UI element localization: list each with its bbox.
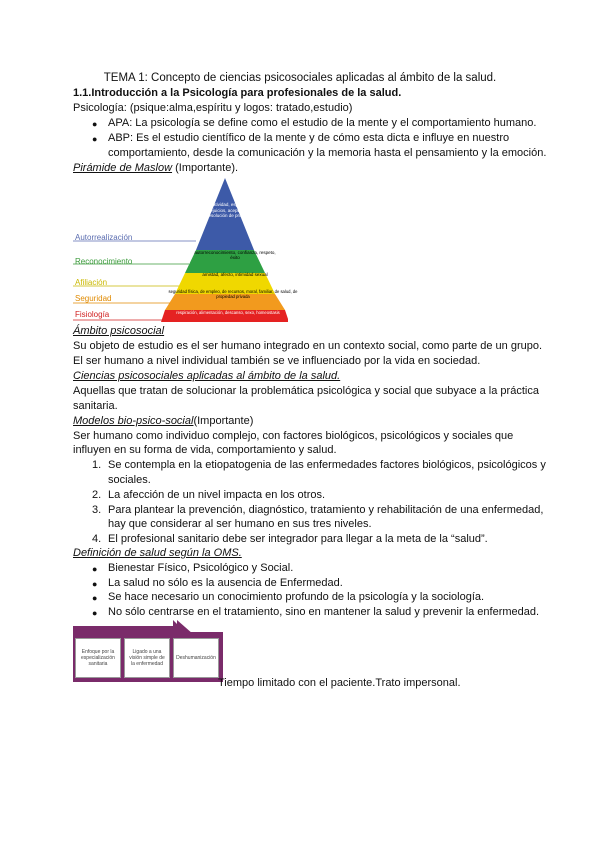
list-number: 3.: [92, 504, 102, 516]
ciencias-heading: Ciencias psicosociales aplicadas al ámbito de la salud.: [73, 370, 341, 382]
bullet-dot: ●: [92, 119, 98, 129]
modelos-item-3: Para plantear la prevención, diagnóstico, tratamiento y rehabilitación de una enfermedad,: [108, 504, 544, 516]
maslow-heading-line: [73, 162, 238, 175]
modelos-text-1: Ser humano como individuo complejo, con factores biológicos, psicológicos y sociales que: [73, 430, 514, 442]
pyramid-label-fisiologia: Fisiología: [75, 310, 110, 319]
diagram-box-1: Enfoque por la especialización sanitaria: [75, 638, 121, 678]
maslow-note: (Importante).: [172, 162, 239, 174]
apa-definition: APA: La psicología se define como el estudio de la mente y el comportamiento humano.: [108, 117, 537, 129]
list-number: 1.: [92, 459, 102, 471]
list-number: 2.: [92, 489, 102, 501]
oms-heading: Definición de salud según la OMS.: [73, 547, 242, 559]
modelos-text-2: influyen en su forma de vida, comportamiento y salud.: [73, 444, 337, 456]
diagram-box-3: Deshumanización: [173, 638, 219, 678]
modelos-item-3-cont: hay que considerar al ser humano en sus tres niveles.: [108, 518, 372, 530]
pyramid-tier-text-1: moralidad, creatividad, espontaneidad, falta de prejuicios, aceptación de hechos, resolución de problemas: [184, 202, 262, 218]
psicologia-definition: Psicología: (psique:alma,espíritu y logos: tratado,estudio): [73, 102, 353, 114]
modelos-item-4: El profesional sanitario debe ser integrador para llegar a la meta de la “salud”.: [108, 533, 488, 545]
pyramid-tier-text-4: seguridad física, de empleo, de recursos, moral, familiar, de salud, de propiedad privada: [168, 289, 298, 299]
modelos-note: (Importante): [193, 415, 254, 427]
oms-bullet-1: Bienestar Físico, Psicológico y Social.: [108, 562, 294, 574]
modelos-heading: Modelos bio-psico-social: [73, 415, 194, 427]
ambito-heading: Ámbito psicosocial: [73, 325, 165, 337]
pyramid-label-afiliacion: Afiliación: [75, 278, 108, 287]
pyramid-tier-text-3: amistad, afecto, intimidad sexual: [202, 272, 268, 277]
diagram-box-2: Ligado a una visión simple de la enfermedad: [124, 638, 170, 678]
pyramid-tier-text-5: respiración, alimentación, descanso, sexo, homeostasis: [176, 310, 280, 315]
oms-bullet-4: No sólo centrarse en el tratamiento, sino en mantener la salud y prevenir la enfermedad.: [108, 606, 540, 618]
modelos-item-1: Se contempla en la etiopatogenia de las enfermedades factores biológicos, psicológicos y: [108, 459, 546, 471]
abp-definition: ABP: Es el estudio científico de la mente y de cómo esta dicta e influye en nuestro: [108, 132, 510, 144]
ambito-text-2: El ser humano a nivel individual también se ve influenciado por la vida en sociedad.: [73, 355, 481, 367]
section-heading: 1.1.Introducción a la Psicología para profesionales de la salud.: [73, 87, 402, 99]
pyramid-label-autorrealizacion: Autorrealización: [75, 233, 133, 242]
oms-bullet-2: La salud no sólo es la ausencia de Enfermedad.: [108, 577, 343, 589]
maslow-heading: Pirámide de Maslow: [73, 162, 173, 174]
list-number: 4.: [92, 533, 102, 545]
oms-bullet-3: Se hace necesario un conocimiento profundo de la psicología y la sociología.: [108, 591, 485, 603]
modelos-item-1-cont: sociales.: [108, 474, 151, 486]
ambito-text-1: Su objeto de estudio es el ser humano integrado en un contexto social, como parte de un grupo.: [73, 340, 543, 352]
diagram-caption: Tiempo limitado con el paciente.Trato impersonal.: [218, 677, 461, 689]
ciencias-text-2: sanitaria.: [73, 400, 118, 412]
document-title: TEMA 1: Concepto de ciencias psicosociales aplicadas al ámbito de la salud.: [103, 72, 497, 84]
modelos-item-2: La afección de un nivel impacta en los otros.: [108, 489, 326, 501]
pyramid-label-seguridad: Seguridad: [75, 294, 112, 303]
bullet-dot: ●: [92, 608, 98, 618]
bullet-dot: ●: [92, 564, 98, 574]
bullet-dot: ●: [92, 134, 98, 144]
modelos-heading-line: [73, 415, 253, 428]
bullet-dot: ●: [92, 593, 98, 603]
ciencias-text-1: Aquellas que tratan de solucionar la problemática psicológica y social que subyace a la práctica: [73, 385, 539, 397]
abp-definition-cont: comportamiento, desde la comunicación y la memoria hasta el pensamiento y la emoción.: [108, 147, 547, 159]
bullet-dot: ●: [92, 579, 98, 589]
pyramid-label-reconocimiento: Reconocimiento: [75, 257, 133, 266]
pyramid-tier-text-2: autorreconocimiento, confianza, respeto, éxito: [194, 250, 276, 260]
